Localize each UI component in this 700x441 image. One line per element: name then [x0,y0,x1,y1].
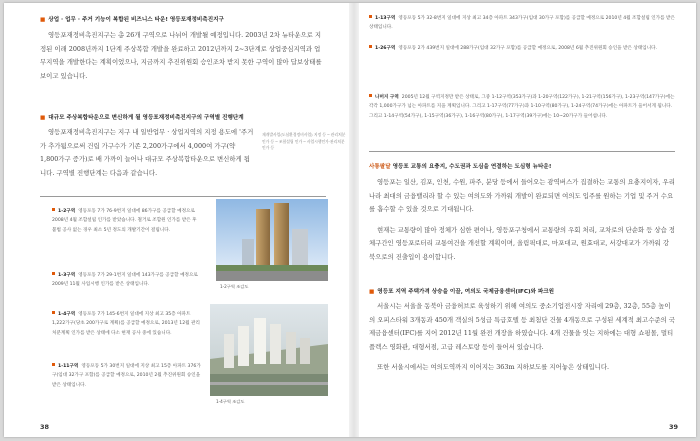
section-body [369,300,675,375]
page-number: 39 [669,423,679,431]
paragraph: 영등포재정비촉진지구는 총 26개 구역으로 나뉘어 개발될 예정입니다. 2003년 2차 뉴타운으로 지정된 이래 2008년까지 1단계 주상복합 개발을 완료하고 2012년까지 2~3단계로 상업중심지역과 업무지역을 개발한다는 계획이었으나, 지금까지 추진위원회 승인조차 받지 못한 구역이 많아 답보상태를 보이고 있습니다. [40,31,322,81]
square-bullet-icon [369,94,372,97]
right-page [359,3,696,437]
list-item: 1-4구역 영등포동 7가 145-6번지 일대에 지상 최고 35층 아파트 1,222가구(당초 200가구로 계획)를 공급할 예정으로, 2013년 12월 관리처분계획 인가를 받은 상태에 다소 현재 공사 중에 있습니다. [52,312,200,336]
square-bullet-icon [52,363,55,366]
section-body [369,176,675,265]
section-title: 사통팔달 영등포 교통의 요충지, 수도권과 도심을 연결하는 도심형 뉴타운! [369,164,552,170]
bullet-marker-icon: ■ [40,17,46,23]
image-caption: 1-4구역 조감도 [216,399,245,404]
section-body [40,29,326,84]
section-body [40,126,254,181]
list-item: 1-26구역 영등포동 2가 439번지 일대에 288가구(임대 32가구 포함)를 공급할 예정으로, 2008년 6월 추진위원회 승인을 받은 상태입니다. [369,44,675,53]
book-gutter [349,3,359,437]
bullet-marker-icon: ■ [40,115,46,121]
paragraph: 현재는 교통량이 많아 정체가 심한 편이나, 영등포구청에서 교통량의 우회 처리, 교차로의 단순화 등 상습 정체구간인 영등포로터리 교통여건을 개선할 계획이며, 올림픽대로, 마포대교, 원효대교, 서강대교가 가까워 강북으로의 진출입이 용이합니다. [369,225,675,262]
bullet-marker-icon: ■ [369,289,375,295]
square-bullet-icon [369,45,372,48]
page-number: 38 [40,423,50,431]
paragraph: 영등포는 일산, 김포, 인천, 수원, 파주, 분당 등에서 들어오는 광역버스가 집결하는 교통의 요충지이자, 우리나라 최대의 금융밸리라 할 수 있는 여의도와 가까워 개발이 완료되면 여의도 입주를 원하는 기업 및 주거 수요를 흡수할 수 있을 것으로 기대됩니다. [369,178,675,214]
tower-rendering-image [216,199,328,281]
list-item: 1-3구역 영등포동 7가 29-1번지 일대에 143가구를 공급할 예정으로 2009년 11월 사업시행 인가를 받은 상태입니다. [52,273,198,288]
book-spread [4,3,696,437]
paragraph: 또한 서울시에서는 여의도역까지 이어지는 363m 지하보도를 지어놓은 상태입니다. [377,363,610,372]
section-title: ■ 영등포 지역 주택가격 상승을 이끌, 여의도 국제금융센터(IFC)와 파크원 [369,289,555,295]
paragraph: 영등포재정비촉진지구는 지구 내 일반업무 · 상업지역의 지정 용도에 '주거가 추가됨으로써 건립 가구수가 기존 2,200가구에서 4,000여 가구(약 1,800가구 증가)로 배 가까이 늘어나 대규모 주상복합타운으로 변신하게 됩니다. 구역별 진행단계는 다음과 같습니다. [40,128,254,178]
paragraph: 서울시는 서울을 동북아 금융허브로 육성하기 위해 여의도 중소기업전시장 자리에 29층, 32층, 55층 높이의 오피스타워 3개동과 450개 객실의 5성급 특급호텔 등 최첨단 건물 4개동으로 구성된 세계적 최고수준의 국제금융센터(IFC)를 지어 2012년 11월 완전 개장을 하였습니다. 4개 건물을 잇는 지하에는 대형 쇼핑몰, 멀티플렉스 영화관, 대형서점, 고급 레스토랑 등이 들어서 있습니다. [369,302,675,352]
divider [369,151,675,152]
side-note: 재개발사업(도심환경정비사업) 지정 등 ─ 관리처분인가 등 ─ 조합설립 인가 ─ 사업시행인가·관리처분 인가 등 [262,132,346,150]
square-bullet-icon [52,208,55,211]
left-page [4,3,349,437]
list-item: 1-2구역 영등포동 7가 76-9번지 일대에 86가구를 공급할 예정으로 2008년 4월 조합설립 인가를 받았습니다. 철거로 조합원 인가를 받은 후 불법 공사 없는 경우 최소 5년 정도의 개발기간이 걸립니다. [52,209,197,233]
list-item: 1-13구역 영등포동 5가 32-8번지 일대에 지상 최고 34층 아파트 343가구(임대 30가구 포함)를 공급할 예정으로 2010년 4월 조합설립 인가를 받은 상태입니다. [369,16,675,31]
aerial-rendering-image [210,304,328,396]
section-title: ■ 상업 · 업무 · 주거 기능이 복합된 비즈니스 타운! 영등포재정비촉진지구 [40,17,224,23]
image-caption: 1-2구역 조감도 [220,284,249,289]
section-title: ■ 대규모 주상복합타운으로 변신하게 될 영등포재정비촉진지구의 구역별 진행단계 [40,115,244,121]
square-bullet-icon [52,311,55,314]
list-item: 1-11구역 영등포동 5가 30번지 일대에 지상 최고 15층 아파트 376가구(임대 32가구 포함)를 공급할 예정으로, 2010년 2월 추진위원회 승인을 받은 상태입니다. [52,364,201,388]
square-bullet-icon [369,15,372,18]
divider [40,196,326,197]
square-bullet-icon [52,272,55,275]
list-item: 나머지 구역 2005년 12월 구역지정만 받은 상태로, 그중 1-12구역(353가구)과 1-20구역(122가구), 1-21구역(156가구), 1-23구역(147가구)에는 각각 1,000가구가 넘는 아파트를 지을 계획입니다. 그리고 1-17구역(77가구)과 1-10구역(80가구), 1-24구역(74가구)에는 아파트가 들어서게 됩니다. 그리고 1-14구역(54가구), 1-15구역(36가구), 1-16구역(80가구), 1-17구역(39가구)에는 10~20가구가 들어섭니다. [369,95,675,119]
